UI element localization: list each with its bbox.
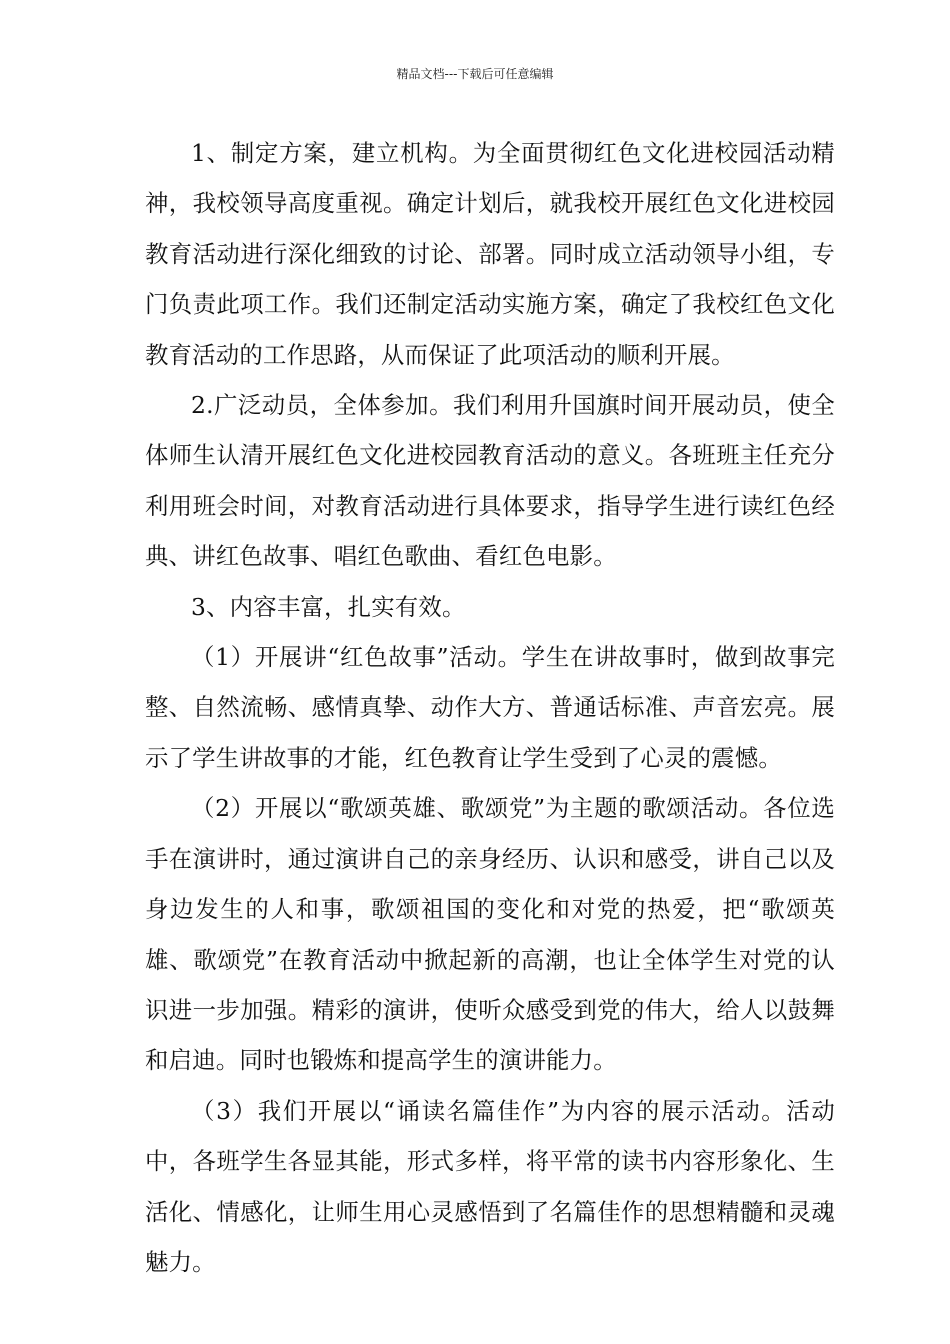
page-header: 精品文档---下载后可任意编辑 (396, 67, 554, 81)
paragraph-mobilize: 2.广泛动员，全体参加。我们利用升国旗时间开展动员，使全体师生认清开展红色文化进校园教育活动的意义。各班班主任充分利用班会时间，对教育活动进行具体要求，指导学生进行读红色经典、讲红色故事、唱红色歌曲、看红色电影。 (145, 391, 835, 571)
paragraph-plan: 1、制定方案，建立机构。为全面贯彻红色文化进校园活动精神，我校领导高度重视。确定计划后，就我校开展红色文化进校园教育活动进行深化细致的讨论、部署。同时成立活动领导小组，专门负责此项工作。我们还制定活动实施方案，确定了我校红色文化教育活动的工作思路，从而保证了此项活动的顺利开展。 (145, 139, 835, 369)
paragraph-red-stories: （1）开展讲“红色故事”活动。学生在讲故事时，做到故事完整、自然流畅、感情真挚、动作大方、普通话标准、声音宏亮。展示了学生讲故事的才能，红色教育让学生受到了心灵的震憾。 (145, 643, 835, 772)
paragraph-praise-activity: （2）开展以“歌颂英雄、歌颂党”为主题的歌颂活动。各位选手在演讲时，通过演讲自己的亲身经历、认识和感受，讲自己以及身边发生的人和事，歌颂祖国的变化和对党的热爱，把“歌颂英雄、歌颂党”在教育活动中掀起新的高潮，也让全体学生对党的认识进一步加强。精彩的演讲，使听众感受到党的伟大，给人以鼓舞和启迪。同时也锻炼和提高学生的演讲能力。 (145, 794, 835, 1075)
paragraph-content-heading: 3、内容丰富，扎实有效。 (191, 592, 466, 621)
paragraph-reading-activity: （3）我们开展以“诵读名篇佳作”为内容的展示活动。活动中，各班学生各显其能，形式多样，将平常的读书内容形象化、生活化、情感化，让师生用心灵感悟到了名篇佳作的思想精髓和灵魂魅力。 (145, 1096, 835, 1276)
document-body (145, 128, 835, 1287)
